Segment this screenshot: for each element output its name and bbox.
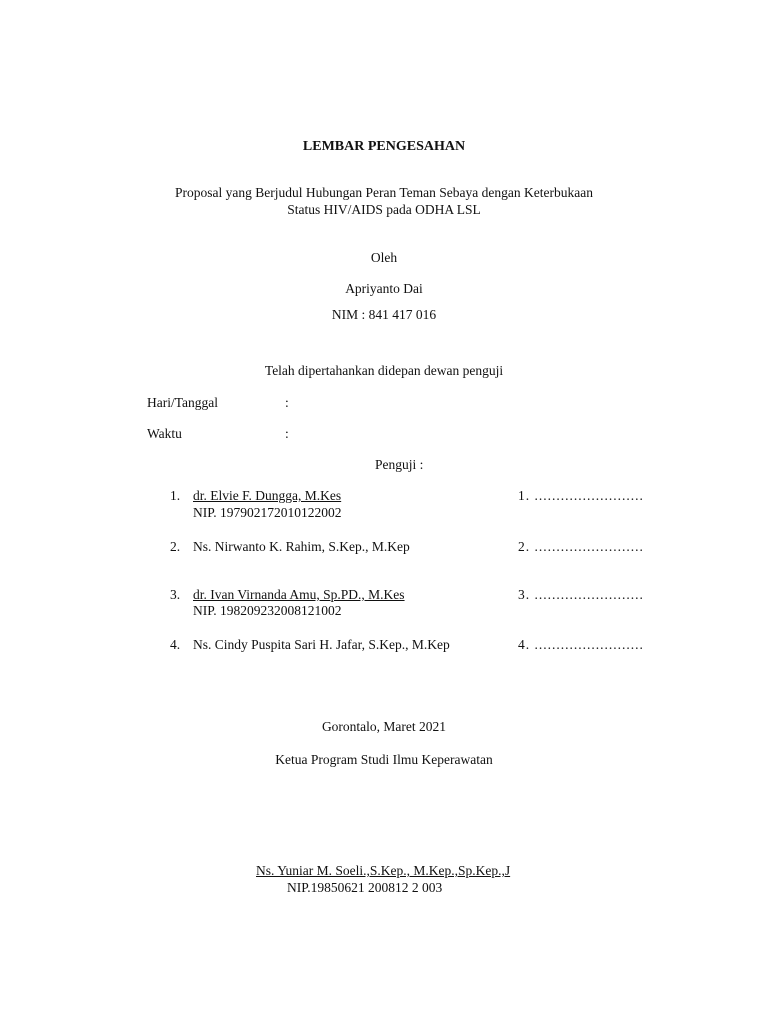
author-nim: NIM : 841 417 016 bbox=[331, 307, 437, 322]
waktu-colon: : bbox=[285, 426, 289, 441]
chair-nip: NIP.19850621 200812 2 003 bbox=[287, 880, 443, 895]
examiner-2-number: 2. bbox=[170, 539, 181, 554]
examiner-4-name: Ns. Cindy Puspita Sari H. Jafar, S.Kep., M.Kep bbox=[193, 637, 450, 652]
examiner-3-number: 3. bbox=[170, 587, 181, 602]
oleh-label: Oleh bbox=[370, 250, 398, 265]
page-title: LEMBAR PENGESAHAN bbox=[302, 139, 466, 154]
examiner-3-signature-line: 3. ......................... bbox=[518, 587, 644, 602]
chair-title: Ketua Program Studi Ilmu Keperawatan bbox=[275, 752, 493, 767]
examiner-4-signature-line: 4. ......................... bbox=[518, 637, 644, 652]
examiner-2-signature-line: 2. ......................... bbox=[518, 539, 644, 554]
examiner-4-number: 4. bbox=[170, 637, 181, 652]
examiner-1-number: 1. bbox=[170, 488, 181, 503]
hari-tanggal-colon: : bbox=[285, 395, 289, 410]
examiner-1-name: dr. Elvie F. Dungga, M.Kes bbox=[193, 488, 342, 503]
examiner-1-signature-line: 1. ......................... bbox=[518, 488, 644, 503]
penguji-heading: Penguji : bbox=[375, 457, 424, 472]
examiner-3-name: dr. Ivan Virnanda Amu, Sp.PD., M.Kes bbox=[193, 587, 405, 602]
chair-name: Ns. Yuniar M. Soeli.,S.Kep., M.Kep.,Sp.Kep.,J bbox=[256, 863, 511, 878]
author-name: Apriyanto Dai bbox=[345, 281, 423, 296]
examiner-3-nip: NIP. 198209232008121002 bbox=[193, 603, 342, 618]
place-date: Gorontalo, Maret 2021 bbox=[321, 719, 447, 734]
proposal-title-line-1: Proposal yang Berjudul Hubungan Peran Teman Sebaya dengan Keterbukaan bbox=[175, 185, 593, 200]
proposal-title-line-2: Status HIV/AIDS pada ODHA LSL bbox=[287, 202, 481, 217]
hari-tanggal-label: Hari/Tanggal bbox=[147, 395, 219, 410]
examiner-2-name: Ns. Nirwanto K. Rahim, S.Kep., M.Kep bbox=[193, 539, 410, 554]
defended-statement: Telah dipertahankan didepan dewan penguji bbox=[264, 363, 504, 378]
examiner-1-nip: NIP. 197902172010122002 bbox=[193, 505, 342, 520]
waktu-label: Waktu bbox=[147, 426, 182, 441]
